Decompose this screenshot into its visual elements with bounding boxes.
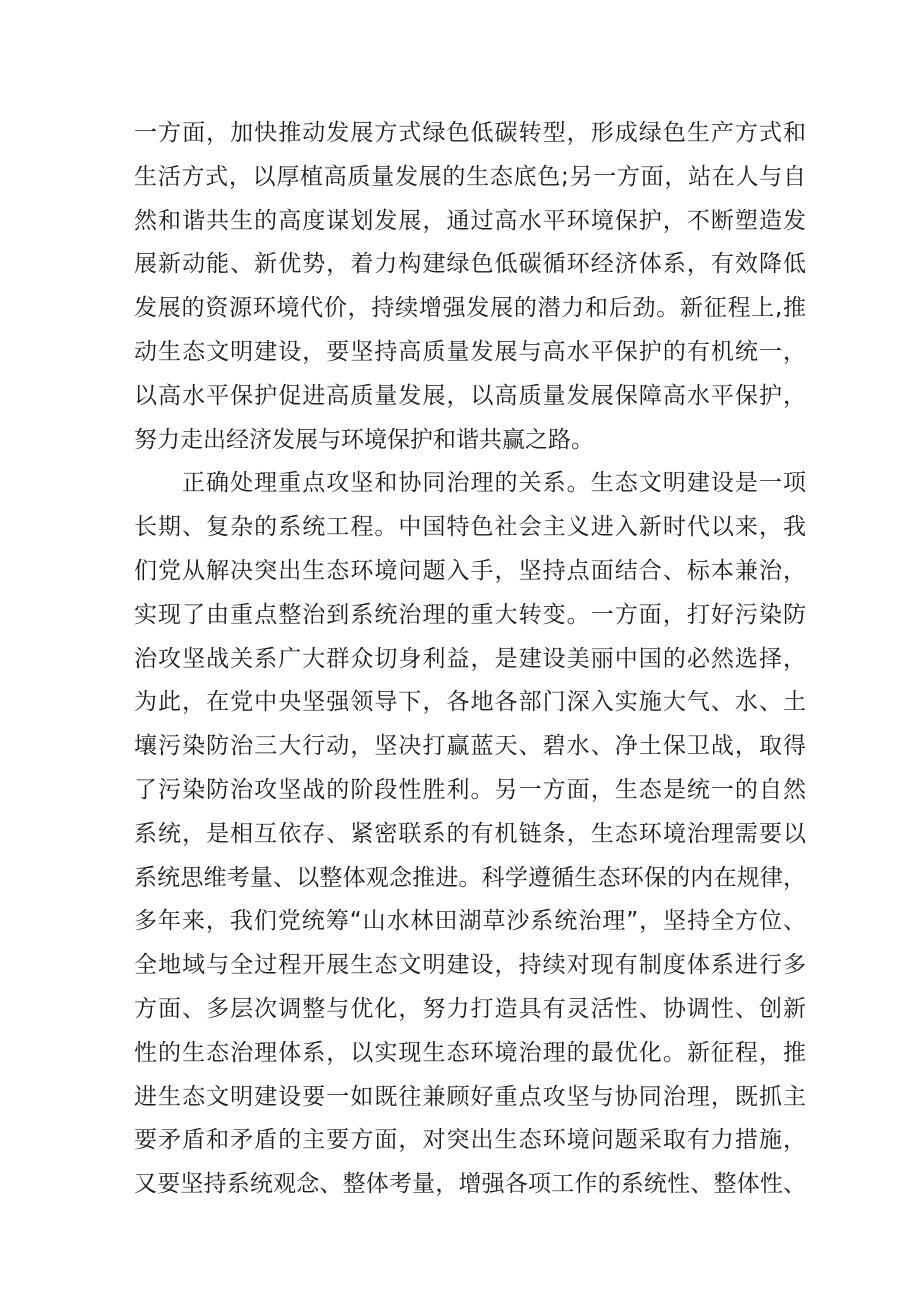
text-line: 要矛盾和矛盾的主要方面，对突出生态环境问题采取有力措施， bbox=[134, 1127, 806, 1154]
paragraph-1 bbox=[134, 112, 806, 462]
text-line: 壤污染防治三大行动，坚决打赢蓝天、碧水、净土保卫战，取得 bbox=[134, 733, 806, 760]
text-line: 为此，在党中央坚强领导下，各地各部门深入实施大气、水、土 bbox=[134, 689, 806, 716]
text-line: 展新动能、新优势，着力构建绿色低碳循环经济体系，有效降低 bbox=[134, 251, 806, 278]
text-line: 正确处理重点攻坚和协同治理的关系。生态文明建设是一项 bbox=[182, 470, 806, 497]
text-line: 以高水平保护促进高质量发展，以高质量发展保障高水平保护， bbox=[134, 382, 806, 409]
text-line: 系统，是相互依存、紧密联系的有机链条，生态环境治理需要以 bbox=[134, 820, 806, 847]
text-line: 生活方式，以厚植高质量发展的生态底色;另一方面，站在人与自 bbox=[134, 163, 806, 190]
text-line: 全地域与全过程开展生态文明建设，持续对现有制度体系进行多 bbox=[134, 952, 806, 979]
text-line: 实现了由重点整治到系统治理的重大转变。一方面，打好污染防 bbox=[134, 601, 806, 628]
text-line: 长期、复杂的系统工程。中国特色社会主义进入新时代以来，我 bbox=[134, 514, 806, 541]
text-line: 发展的资源环境代价，持续增强发展的潜力和后劲。新征程上,推 bbox=[134, 295, 806, 322]
text-line: 多年来，我们党统筹“山水林田湖草沙系统治理”，坚持全方位、 bbox=[134, 908, 806, 935]
text-line: 动生态文明建设，要坚持高质量发展与高水平保护的有机统一， bbox=[134, 338, 806, 365]
text-line: 努力走出经济发展与环境保护和谐共赢之路。 bbox=[134, 426, 594, 453]
text-line: 系统思维考量、以整体观念推进。科学遵循生态环保的内在规律， bbox=[134, 864, 806, 891]
text-line: 方面、多层次调整与优化，努力打造具有灵活性、协调性、创新 bbox=[134, 995, 806, 1022]
text-line: 性的生态治理体系，以实现生态环境治理的最优化。新征程，推 bbox=[134, 1039, 806, 1066]
text-line: 一方面，加快推动发展方式绿色低碳转型，形成绿色生产方式和 bbox=[134, 120, 806, 146]
paragraph-2 bbox=[134, 462, 806, 1207]
text-line: 们党从解决突出生态环境问题入手，坚持点面结合、标本兼治， bbox=[134, 557, 806, 584]
text-line: 又要坚持系统观念、整体考量，增强各项工作的系统性、整体性、 bbox=[134, 1171, 806, 1198]
text-line: 了污染防治攻坚战的阶段性胜利。另一方面，生态是统一的自然 bbox=[134, 776, 806, 803]
text-line: 然和谐共生的高度谋划发展，通过高水平环境保护，不断塑造发 bbox=[134, 207, 806, 234]
text-line: 治攻坚战关系广大群众切身利益，是建设美丽中国的必然选择， bbox=[134, 645, 806, 672]
text-line: 进生态文明建设要一如既往兼顾好重点攻坚与协同治理，既抓主 bbox=[134, 1083, 806, 1110]
body-text bbox=[134, 112, 806, 1207]
